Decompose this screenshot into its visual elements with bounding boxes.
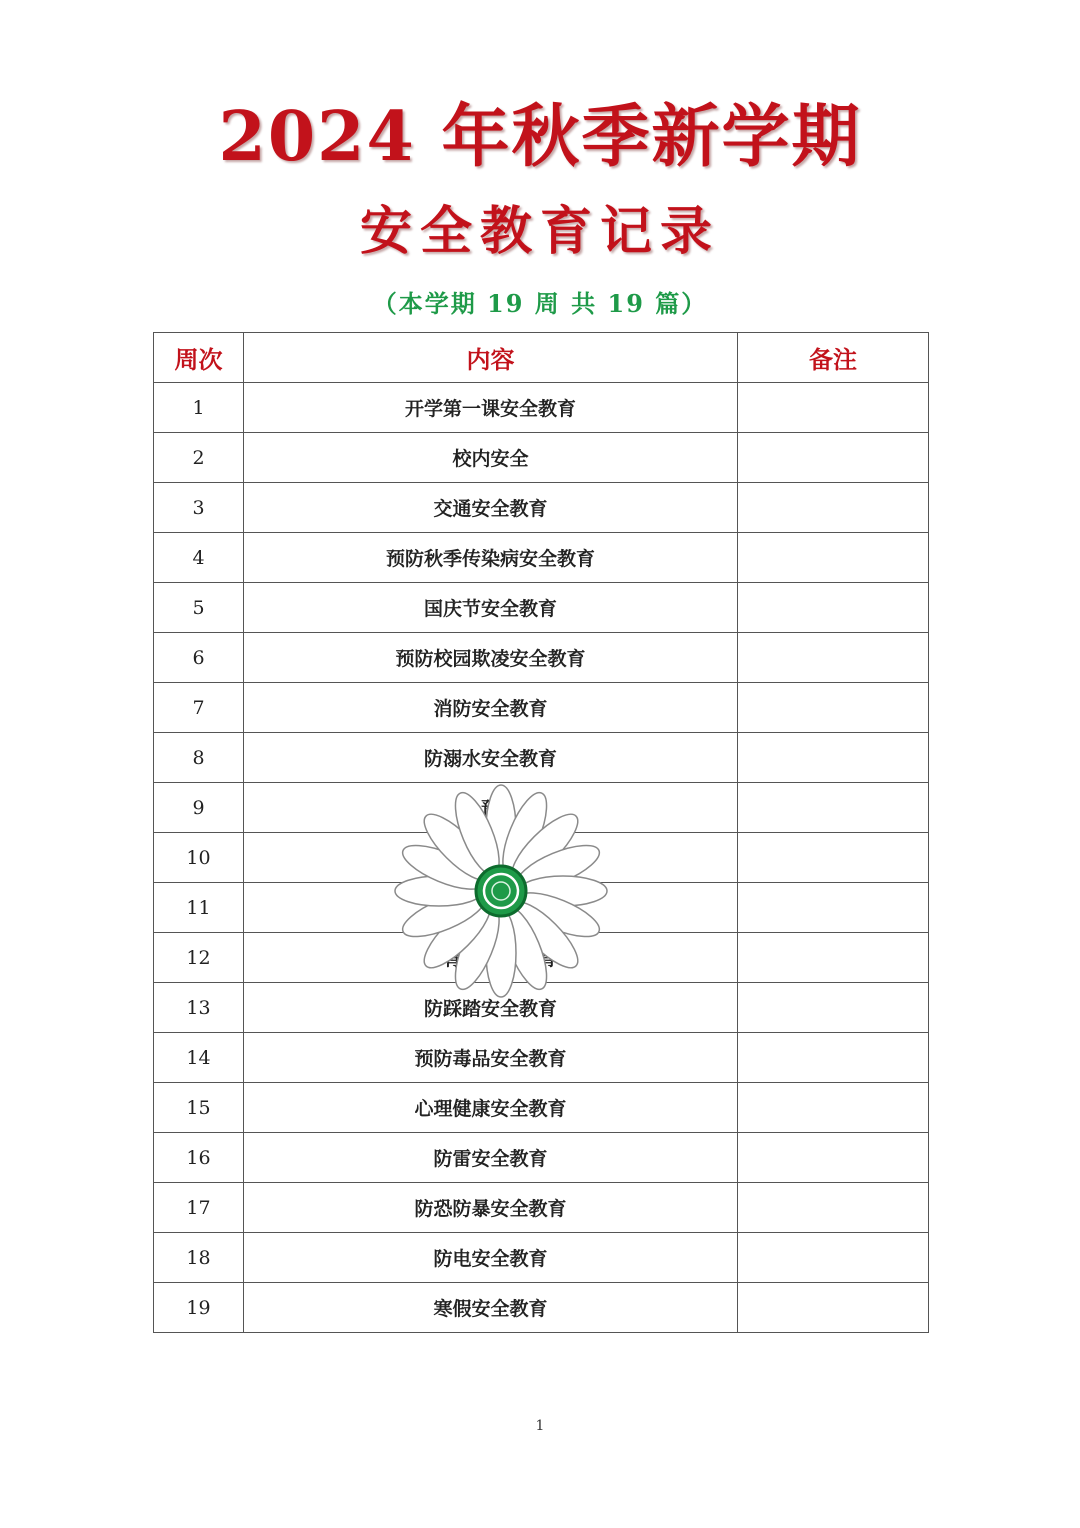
page-title: 2024 年秋季新学期 <box>218 97 862 177</box>
page-number: 1 <box>535 1418 545 1434</box>
page-subtitle: 安全教育记录 <box>359 201 720 262</box>
table-header-row <box>154 333 929 383</box>
remark-cell <box>738 383 929 433</box>
remark-cell <box>738 583 929 633</box>
table-row <box>154 583 929 633</box>
content-cell: 预防校园欺凌安全教育 <box>244 633 738 683</box>
content-cell: 交通安全教育 <box>244 483 738 533</box>
remark-cell <box>738 1283 929 1333</box>
table-row <box>154 1083 929 1133</box>
week-cell: 9 <box>154 783 244 833</box>
week-cell: 3 <box>154 483 244 533</box>
table-row <box>154 383 929 433</box>
week-cell: 13 <box>154 983 244 1033</box>
content-cell: 防电安全教育 <box>244 1233 738 1283</box>
table-row <box>154 1183 929 1233</box>
remark-cell <box>738 433 929 483</box>
week-cell: 17 <box>154 1183 244 1233</box>
week-cell: 19 <box>154 1283 244 1333</box>
table-row <box>154 483 929 533</box>
week-cell: 11 <box>154 883 244 933</box>
week-cell: 18 <box>154 1233 244 1283</box>
content-cell: 防雷安全教育 <box>244 1133 738 1183</box>
content-cell: 防恐防暴安全教育 <box>244 1183 738 1233</box>
remark-cell <box>738 883 929 933</box>
week-cell: 2 <box>154 433 244 483</box>
remark-cell <box>738 1233 929 1283</box>
remark-cell <box>738 1183 929 1233</box>
table-row <box>154 633 929 683</box>
table-row <box>154 1283 929 1333</box>
content-cell: 防溺水安全教育 <box>244 733 738 783</box>
remark-cell <box>738 733 929 783</box>
column-header-week: 周次 <box>154 333 244 383</box>
content-cell: 防踩踏安全教育 <box>244 983 738 1033</box>
week-cell: 5 <box>154 583 244 633</box>
column-header-content: 内容 <box>244 333 738 383</box>
content-cell: 预防毒品安全教育 <box>244 1033 738 1083</box>
week-cell: 12 <box>154 933 244 983</box>
daisy-flower-icon <box>393 783 609 999</box>
remark-cell <box>738 633 929 683</box>
content-cell: 开学第一课安全教育 <box>244 383 738 433</box>
table-row <box>154 1033 929 1083</box>
table-row <box>154 1133 929 1183</box>
week-cell: 14 <box>154 1033 244 1083</box>
week-cell: 8 <box>154 733 244 783</box>
remark-cell <box>738 783 929 833</box>
content-cell: 预防秋季传染病安全教育 <box>244 533 738 583</box>
semester-note: （本学期 19 周 共 19 篇） <box>372 289 708 318</box>
table-row <box>154 683 929 733</box>
week-cell: 7 <box>154 683 244 733</box>
week-cell: 16 <box>154 1133 244 1183</box>
remark-cell <box>738 683 929 733</box>
remark-cell <box>738 483 929 533</box>
week-cell: 10 <box>154 833 244 883</box>
table-row <box>154 433 929 483</box>
content-cell: 校内安全 <box>244 433 738 483</box>
content-cell: 寒假安全教育 <box>244 1283 738 1333</box>
week-cell: 6 <box>154 633 244 683</box>
table-row <box>154 533 929 583</box>
remark-cell <box>738 1133 929 1183</box>
content-cell: 心理健康安全教育 <box>244 1083 738 1133</box>
week-cell: 1 <box>154 383 244 433</box>
table-row <box>154 733 929 783</box>
table-row <box>154 1233 929 1283</box>
remark-cell <box>738 983 929 1033</box>
remark-cell <box>738 833 929 883</box>
column-header-remark: 备注 <box>738 333 929 383</box>
remark-cell <box>738 533 929 583</box>
remark-cell <box>738 1083 929 1133</box>
content-cell: 国庆节安全教育 <box>244 583 738 633</box>
remark-cell <box>738 1033 929 1083</box>
remark-cell <box>738 933 929 983</box>
content-cell: 消防安全教育 <box>244 683 738 733</box>
week-cell: 15 <box>154 1083 244 1133</box>
week-cell: 4 <box>154 533 244 583</box>
